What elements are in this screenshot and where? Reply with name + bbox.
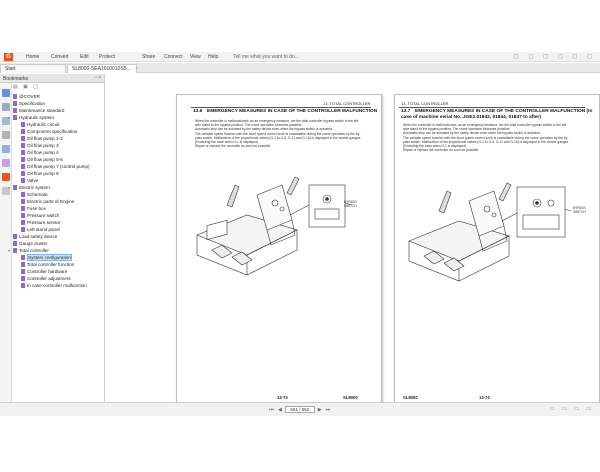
bookmark-label: Electric system xyxy=(19,185,50,190)
expand-bookmark-icon[interactable]: ▤ xyxy=(13,84,18,90)
bookmark-item[interactable] xyxy=(21,171,59,177)
bookmark-item[interactable] xyxy=(21,192,48,198)
collapse-icon[interactable]: ▾ xyxy=(8,115,11,120)
bookmark-icon xyxy=(13,241,17,246)
bypass-switch-callout: BYPASS SWITCH xyxy=(573,206,586,214)
bookmark-icon xyxy=(21,122,25,127)
bookmark-icon xyxy=(21,269,25,274)
menu-home[interactable]: Home xyxy=(26,54,40,60)
bookmark-label: Electric parts of Engine xyxy=(27,199,75,204)
bookmark-item[interactable] xyxy=(21,129,77,135)
body-line: Automatic stop can be actuated by the safety device even when the bypass switch is actuated. xyxy=(403,131,541,136)
bookmark-label: Total controller function xyxy=(27,262,75,267)
tab-document[interactable] xyxy=(67,64,137,73)
prev-page-icon[interactable]: ◀ xyxy=(277,406,282,413)
section-body xyxy=(195,119,375,148)
body-line: (Excluding the case when H-1 is displayed) xyxy=(195,140,259,145)
bookmark-icon xyxy=(21,129,25,134)
header-rule xyxy=(399,107,585,108)
running-head: 13. TOTAL CONTROLLER xyxy=(323,101,371,106)
bookmark-item[interactable] xyxy=(21,136,63,142)
bookmark-label: Pressure sensor xyxy=(27,220,61,225)
bookmark-icon xyxy=(21,164,25,169)
body-line: side stand to the bypass position. The crane operation becomes possible. xyxy=(195,123,303,128)
header-rule xyxy=(191,107,371,108)
bookmark-item[interactable] xyxy=(21,269,67,275)
body-line: Repair or replace the controller as soon as possible. xyxy=(403,148,480,153)
section-heading xyxy=(193,109,383,115)
first-page-icon[interactable]: ⏮ xyxy=(269,406,274,413)
bookmark-icon xyxy=(21,255,25,260)
bookmark-item[interactable] xyxy=(21,283,87,289)
menu-bar xyxy=(0,52,600,62)
body-line: (Excluding the case when H-1 is displayed) xyxy=(403,144,467,149)
body-line: Repair or replace the controller as soon as possible. xyxy=(195,144,272,149)
bookmark-icon xyxy=(21,283,25,288)
bookmark-item[interactable] xyxy=(21,122,59,128)
page-number: 13-73 xyxy=(277,395,288,400)
bookmark-item[interactable] xyxy=(13,101,45,107)
bookmark-toolbar xyxy=(13,84,103,92)
bookmark-item[interactable] xyxy=(13,94,40,100)
menu-convert[interactable]: Convert xyxy=(51,54,69,60)
bookmark-label: Left stand panel xyxy=(27,227,60,232)
bookmark-icon xyxy=(21,143,25,148)
section-heading xyxy=(401,109,597,121)
bookmark-label: @COVER xyxy=(19,94,40,99)
panel-title: Bookmarks xyxy=(3,76,29,82)
menu-help[interactable]: Help xyxy=(208,54,219,60)
bookmark-item[interactable] xyxy=(21,199,74,205)
menu-view[interactable]: View xyxy=(190,54,201,60)
body-line: The variable speed function with the short speed control knob is unavailable during the crane operation by the by- xyxy=(195,131,361,136)
bookmark-item[interactable] xyxy=(21,206,46,212)
bookmark-label: Valve xyxy=(27,178,39,183)
page-number: 13-74 xyxy=(479,395,490,400)
cab-controls-illustration xyxy=(399,179,595,289)
bookmark-label: Oil flow pump 4 xyxy=(27,150,59,155)
bookmark-label: Specification xyxy=(19,101,46,106)
top-margin xyxy=(0,0,600,52)
bookmark-icon xyxy=(21,157,25,162)
panel-header xyxy=(0,74,104,83)
comments-panel-icon[interactable] xyxy=(2,145,10,153)
page-number-input[interactable]: 561 / 562 xyxy=(285,406,315,413)
bookmark-icon xyxy=(21,220,25,225)
body-line: pass switch. Malfunction of the proportional valves (G-1 to G-6, G-11 and G-16) is displayed in the cluster gauges. xyxy=(403,139,570,144)
next-page-icon[interactable]: ▶ xyxy=(317,406,322,413)
bookmark-label: Schematic xyxy=(27,192,49,197)
bookmark-icon xyxy=(13,108,17,113)
bookmark-item[interactable] xyxy=(21,213,59,219)
bookmark-icon xyxy=(21,227,25,232)
bookmark-item-selected[interactable] xyxy=(21,255,72,261)
menu-share[interactable]: Share xyxy=(142,54,156,60)
body-line: The variable speed function with the short speed control knob is unavailable during the crane operation by the by- xyxy=(403,135,569,140)
model-label: SL8000 xyxy=(403,395,418,400)
view-mode-icons[interactable]: ▭ ▭ ▭ ▭ xyxy=(549,406,594,412)
section-number: 13.7 xyxy=(401,109,411,114)
panel-controls-icon[interactable]: ▫ × xyxy=(94,75,101,81)
tell-me-search[interactable]: Tell me what you want to do... xyxy=(233,54,299,60)
menu-connect[interactable]: Connect xyxy=(164,54,183,60)
bookmark-item[interactable] xyxy=(8,115,54,121)
bookmark-icon xyxy=(21,199,25,204)
bookmark-icon xyxy=(13,94,17,99)
bookmark-label: Load safety device xyxy=(19,234,58,239)
bookmark-item[interactable] xyxy=(21,143,59,149)
bookmark-icon xyxy=(21,192,25,197)
signature-panel-icon[interactable] xyxy=(2,159,10,167)
cab-controls-illustration xyxy=(187,175,377,285)
model-label: SL8000 xyxy=(343,395,358,400)
menu-protect[interactable]: Protect xyxy=(99,54,115,60)
bookmark-item[interactable] xyxy=(13,108,64,114)
collapse-icon[interactable]: ▾ xyxy=(8,248,11,253)
document-viewport[interactable] xyxy=(106,74,600,402)
bookmark-label: Oil flow pump 8 xyxy=(27,171,59,176)
bookmark-label: In case controller malfunction xyxy=(27,283,87,288)
bookmark-item[interactable] xyxy=(21,220,60,226)
document-page-right xyxy=(394,94,600,406)
bookmark-label: Hydraulic system xyxy=(19,115,54,120)
bookmark-label: Hydraulic circuit xyxy=(27,122,60,127)
security-panel-icon[interactable] xyxy=(2,173,10,181)
window-controls-icon[interactable]: ◻ ◻ ◻ ◻ ◻ ◻ xyxy=(513,54,596,60)
collapse-icon[interactable]: ▾ xyxy=(8,185,11,190)
body-line: Automatic stop can be actuated by the safety device even when the bypass switch is actuated. xyxy=(195,127,333,132)
tab-start[interactable] xyxy=(0,64,66,73)
tab-label: SL8000-SEA1010010S5... xyxy=(72,66,131,72)
bookmark-item[interactable] xyxy=(8,185,50,191)
bookmark-item[interactable] xyxy=(21,276,71,282)
document-page-left xyxy=(176,94,382,406)
bookmark-icon xyxy=(21,276,25,281)
bookmark-icon xyxy=(21,262,25,267)
bookmark-icon xyxy=(21,136,25,141)
bookmark-item[interactable] xyxy=(21,150,59,156)
close-tab-icon[interactable]: × xyxy=(135,66,138,72)
bookmark-icon xyxy=(21,206,25,211)
bookmark-label: Controller hardware xyxy=(27,269,68,274)
bookmark-label: Oil flow pump 3 xyxy=(27,143,59,148)
bookmark-label: Total controller xyxy=(19,248,49,253)
bypass-switch-callout: BYPASS SWITCH xyxy=(344,200,357,208)
last-page-icon[interactable]: ⏭ xyxy=(325,406,331,413)
bookmark-icon xyxy=(13,115,17,120)
bookmark-item[interactable] xyxy=(13,234,57,240)
add-bookmark-icon[interactable]: ▣ xyxy=(23,84,28,90)
delete-bookmark-icon[interactable]: ▢ xyxy=(33,84,38,90)
bookmark-label: Component specification xyxy=(27,129,78,134)
bookmark-label: Oil flow pump 5-6 xyxy=(27,157,63,162)
bookmark-icon xyxy=(13,248,17,253)
bookmark-label: Oil flow pump 1-2 xyxy=(27,136,63,141)
bookmark-icon xyxy=(13,185,17,190)
bookmark-item[interactable] xyxy=(21,157,63,163)
app-logo-icon[interactable]: G xyxy=(4,53,13,61)
bookmark-label: System configuration xyxy=(28,255,71,260)
attachments-panel-icon[interactable] xyxy=(2,131,10,139)
tab-bar xyxy=(0,63,600,73)
tab-label: Start xyxy=(5,66,16,72)
bookmark-label: Controller adjustment xyxy=(27,276,71,281)
menu-edit[interactable]: Edit xyxy=(80,54,89,60)
bookmark-icon xyxy=(13,101,17,106)
bookmark-item[interactable] xyxy=(13,241,48,247)
thumbnail-panel-icon[interactable] xyxy=(2,103,10,111)
body-line: When the controller is malfunctioned, as an emergency measure, set the total controller bypass switch in the left xyxy=(403,123,567,127)
body-line: When the controller is malfunctioned, as an emergency measure, set the total controller bypass switch in the left xyxy=(195,119,359,123)
bookmark-panel-icon[interactable] xyxy=(2,89,10,97)
bookmark-item[interactable] xyxy=(21,227,60,233)
section-title: EMERGENCY MEASURES IN CASE OF THE CONTROLLER MALFUNCTION xyxy=(207,109,378,114)
page-navigation xyxy=(268,406,332,413)
bookmark-label: Oil flow pump 7 (control pump) xyxy=(27,164,90,169)
section-body xyxy=(403,123,583,152)
bottom-margin xyxy=(0,416,600,472)
bookmark-icon xyxy=(21,171,25,176)
body-line: side stand to the bypass position. The crane operation becomes possible. xyxy=(403,127,511,132)
bookmark-item[interactable] xyxy=(21,178,38,184)
bookmark-label: Maintenance standard xyxy=(19,108,65,113)
section-title: EMERGENCY MEASURES IN CASE OF THE CONTROLLER MALFUNCTION (In case of machine serial No.:JGE2.01842, 01844, 01847 to after) xyxy=(401,109,593,120)
bookmark-icon xyxy=(21,150,25,155)
status-bar xyxy=(0,402,600,416)
bookmarks-panel xyxy=(0,74,105,416)
bookmark-item[interactable] xyxy=(21,262,74,268)
bookmark-label: Pressure switch xyxy=(27,213,60,218)
body-line: pass switch. Malfunction of the proportional valves (G-1 to G-6, G-11 and G-16) is displayed in the cluster gauges. xyxy=(195,135,362,140)
bookmark-item[interactable] xyxy=(21,164,90,170)
bookmark-icon xyxy=(13,234,17,239)
running-head: 13. TOTAL CONTROLLER xyxy=(401,101,449,106)
bookmark-icon xyxy=(21,178,25,183)
bookmark-icon xyxy=(21,213,25,218)
bookmark-label: Fuse box xyxy=(27,206,46,211)
bookmark-label: Gauge cluster xyxy=(19,241,48,246)
section-number: 13.6 xyxy=(193,109,203,114)
